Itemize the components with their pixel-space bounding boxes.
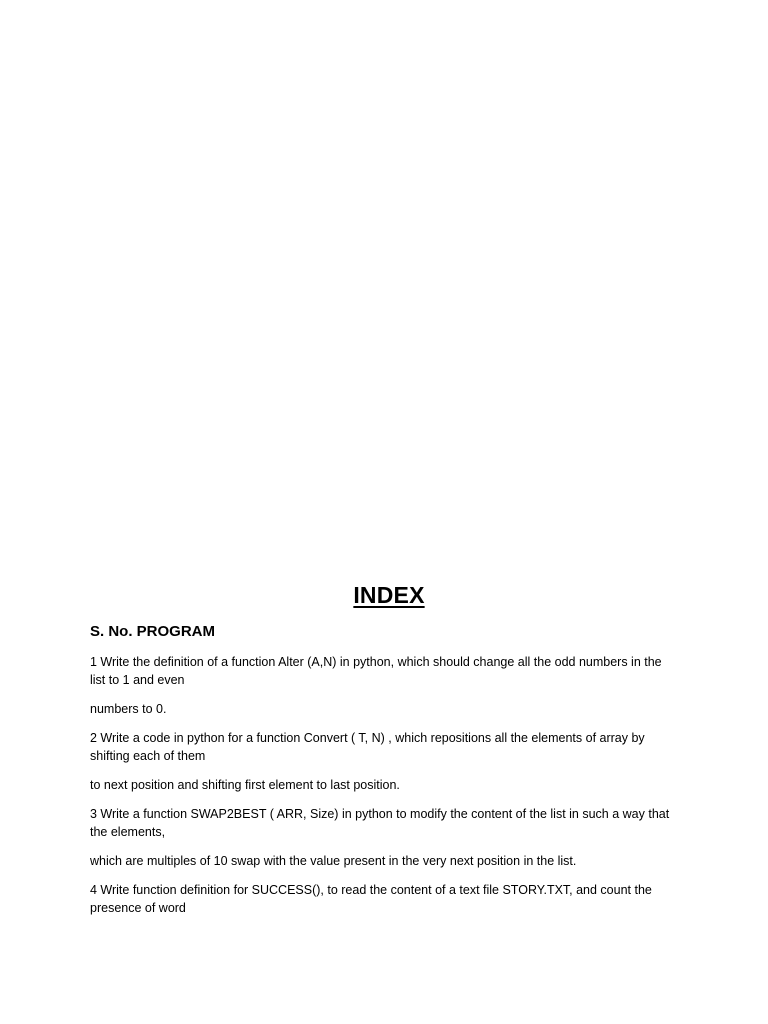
entry-text: 4 Write function definition for SUCCESS(), to read the content of a text file STORY.TXT, and count the presence of word: [90, 883, 652, 915]
index-entry-3: [90, 805, 680, 870]
entry-text: 3 Write a function SWAP2BEST ( ARR, Size) in python to modify the content of the list in such a way that the elements,: [90, 807, 670, 839]
entry-text: 2 Write a code in python for a function Convert ( T, N) , which repositions all the elements of array by shifting each of them: [90, 731, 645, 763]
entry-text: 1 Write the definition of a function Alter (A,N) in python, which should change all the odd numbers in the list to 1 and even: [90, 655, 662, 687]
index-entry-4: [90, 881, 680, 917]
index-entry-1: [90, 653, 680, 718]
index-entry-2: [90, 729, 680, 794]
entry-text-continued: to next position and shifting first element to last position.: [90, 778, 400, 792]
table-heading: S. No. PROGRAM: [90, 623, 216, 640]
index-title: INDEX: [353, 582, 425, 608]
index-section: [90, 582, 680, 928]
entry-text-continued: which are multiples of 10 swap with the value present in the very next position in the list.: [90, 854, 577, 868]
entry-text-continued: numbers to 0.: [90, 702, 167, 716]
